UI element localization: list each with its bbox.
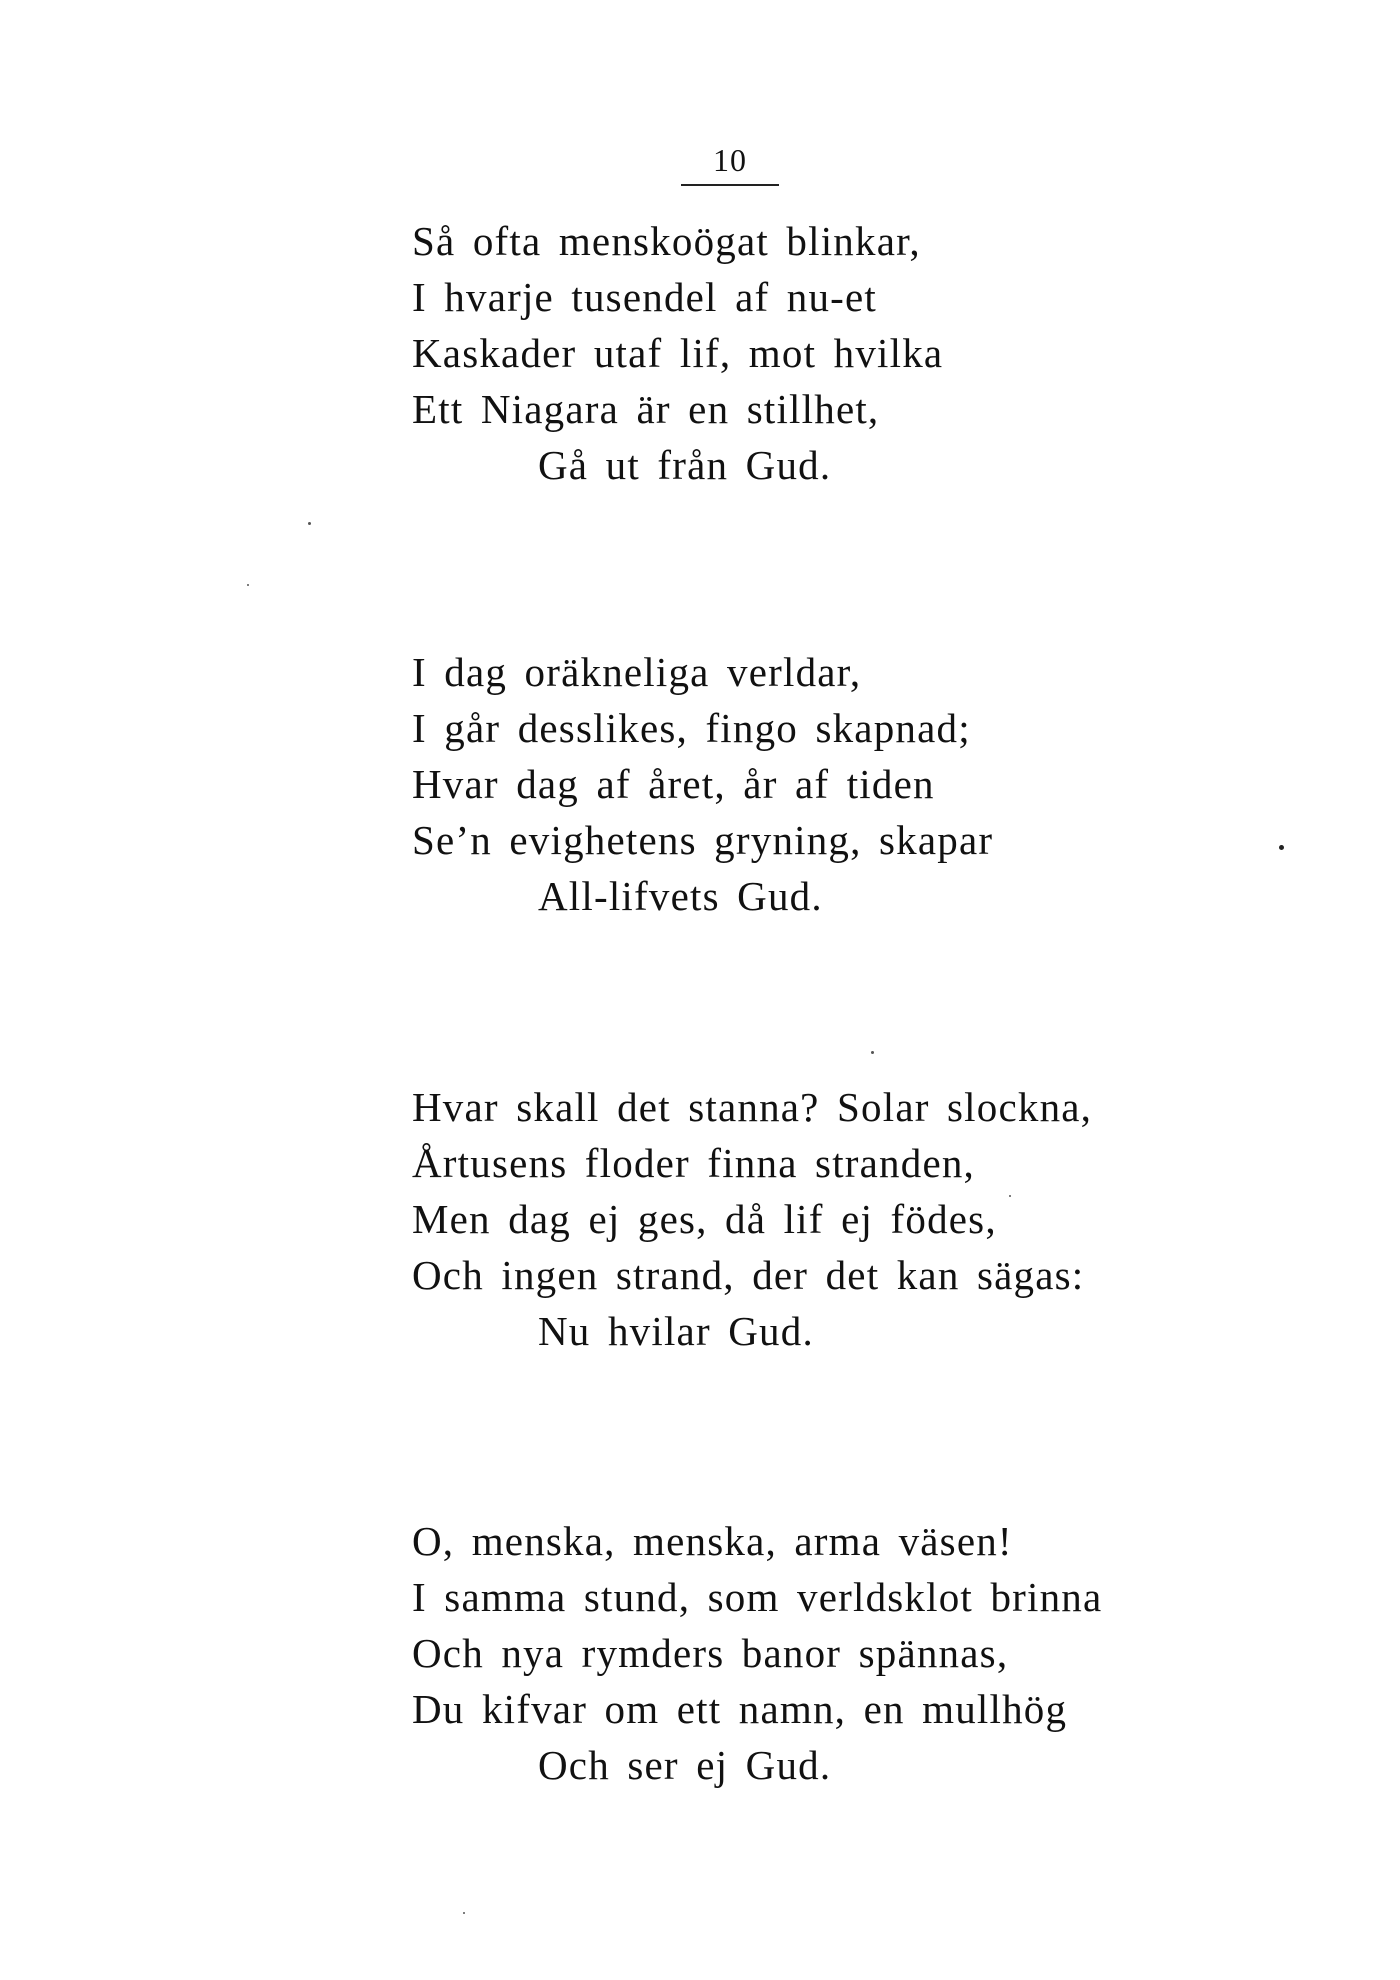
verse-line: Och ingen strand, der det kan sägas: [412, 1252, 1085, 1298]
verse-line: Så ofta menskoögat blinkar, [412, 218, 921, 264]
verse-line: O, menska, menska, arma väsen! [412, 1518, 1013, 1564]
stanza-2 [412, 644, 1172, 924]
print-speck [247, 584, 249, 586]
page-number: 10 [713, 142, 747, 178]
verse-line: I går desslikes, fingo skapnad; [412, 705, 971, 751]
verse-line: I samma stund, som verldsklot brinna [412, 1574, 1103, 1620]
verse-line: I hvarje tusendel af nu-et [412, 274, 878, 320]
refrain-line: Nu hvilar Gud. [538, 1308, 814, 1354]
stanza-3 [412, 1079, 1172, 1359]
verse-line: Hvar dag af året, år af tiden [412, 761, 935, 807]
print-speck [871, 1051, 874, 1054]
print-speck [463, 1912, 465, 1914]
print-speck [308, 522, 311, 525]
verse-line: Hvar skall det stanna? Solar slockna, [412, 1084, 1093, 1130]
verse-line: Ett Niagara är en stillhet, [412, 386, 880, 432]
verse-line: Se’n evighetens gryning, skapar [412, 817, 994, 863]
verse-line: Årtusens floder finna stranden, [412, 1140, 975, 1186]
verse-line: Och nya rymders banor spännas, [412, 1630, 1009, 1676]
stanza-1 [412, 213, 1172, 493]
refrain-line: Gå ut från Gud. [538, 442, 832, 488]
print-speck [1279, 845, 1284, 850]
stanza-4 [412, 1513, 1172, 1793]
verse-line: Du kifvar om ett namn, en mullhög [412, 1686, 1068, 1732]
verse-line: I dag oräkneliga verldar, [412, 649, 862, 695]
refrain-line: All-lifvets Gud. [538, 873, 823, 919]
refrain-line: Och ser ej Gud. [538, 1742, 832, 1788]
verse-line: Men dag ej ges, då lif ej födes, [412, 1196, 997, 1242]
print-speck [1009, 1195, 1011, 1197]
verse-line: Kaskader utaf lif, mot hvilka [412, 330, 944, 376]
page-number-rule [681, 184, 779, 186]
